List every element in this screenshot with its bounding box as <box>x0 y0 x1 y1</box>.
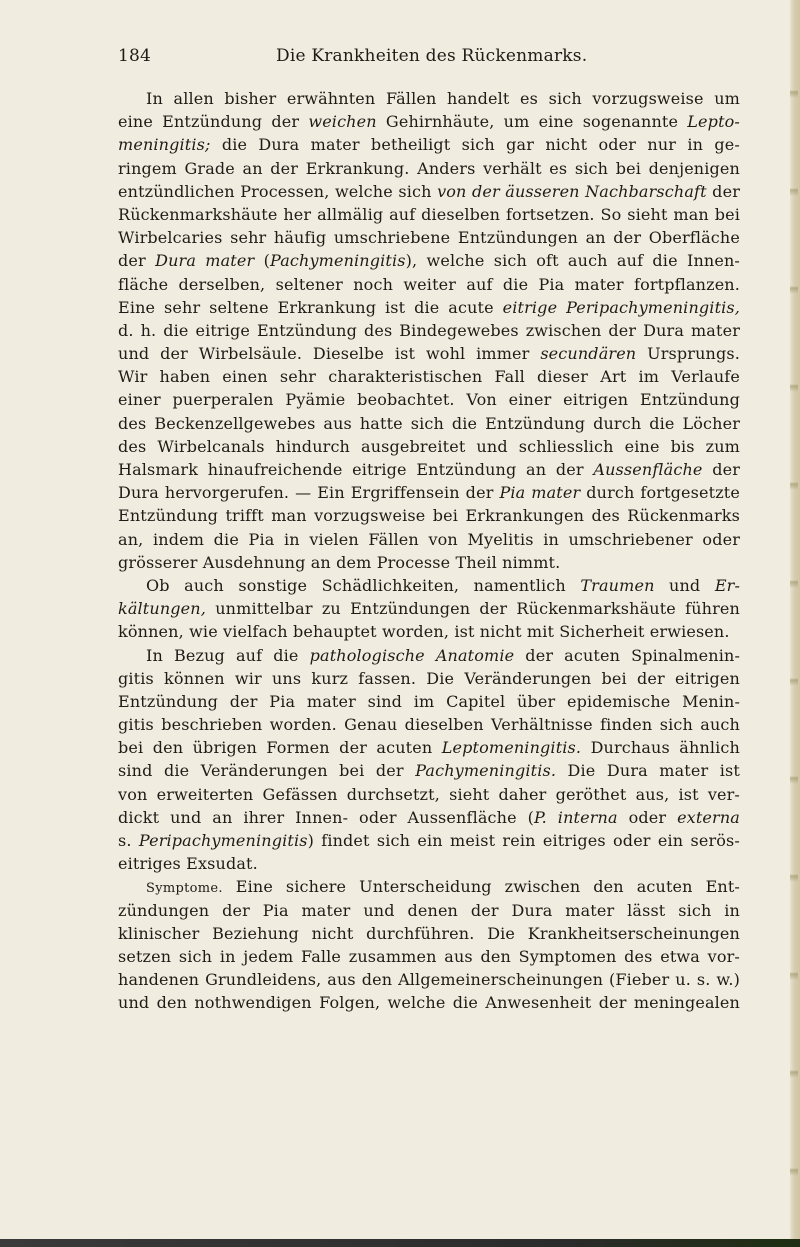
text-line: gitis können wir uns kurz fassen. Die Veränderungen bei der eitrigen <box>118 668 740 688</box>
page-header <box>118 41 738 71</box>
text-line: d. h. die eitrige Entzündung des Bindegewebes zwischen der Dura mater <box>118 320 740 340</box>
text-line: Entzündung der Pia mater sind im Capitel über epidemische Menin- <box>118 691 740 711</box>
text-line: Symptome. Eine sichere Unterscheidung zwischen den acuten Ent- <box>146 877 740 897</box>
running-title: Die Krankheiten des Rückenmarks. <box>276 46 588 66</box>
text-line: handenen Grundleidens, aus den Allgemeinerscheinungen (Fieber u. s. w.) <box>118 970 740 990</box>
text-line: In Bezug auf die pathologische Anatomie der acuten Spinalmenin- <box>146 645 740 665</box>
text-line: können, wie vielfach behauptet worden, ist nicht mit Sicherheit erwiesen. <box>118 622 730 642</box>
text-line: Wirbelcaries sehr häufig umschriebene Entzündungen an der Oberfläche <box>118 228 740 248</box>
page-number: 184 <box>118 46 152 66</box>
text-line: Rückenmarkshäute her allmälig auf dieselben fortsetzen. So sieht man bei <box>118 204 740 224</box>
text-line: des Wirbelcanals hindurch ausgebreitet und schliesslich eine bis zum <box>118 436 740 456</box>
text-line: Halsmark hinaufreichende eitrige Entzündung an der Aussenfläche der <box>118 460 741 479</box>
text-line: fläche derselben, seltener noch weiter auf die Pia mater fortpflanzen. <box>118 274 740 294</box>
text-line: und der Wirbelsäule. Dieselbe ist wohl immer secundären Ursprungs. <box>118 344 740 364</box>
text-line: dickt und an ihrer Innen- oder Aussenfläche (P. interna oder externa <box>118 807 740 827</box>
text-line: entzündlichen Processen, welche sich von der äusseren Nachbarschaft der <box>118 181 740 201</box>
text-line: gitis beschrieben worden. Genau dieselben Verhältnisse finden sich auch <box>118 715 740 735</box>
scan-bottom-edge <box>0 1239 800 1247</box>
text-line: ringem Grade an der Erkrankung. Anders verhält es sich bei denjenigen <box>118 158 740 178</box>
text-line: s. Peripachymeningitis) findet sich ein meist rein eitriges oder ein serös- <box>118 831 740 850</box>
text-line: an, indem die Pia in vielen Fällen von Myelitis in umschriebener oder <box>118 529 740 549</box>
text-line: zündungen der Pia mater und denen der Dura mater lässt sich in <box>118 900 740 920</box>
body-text <box>118 87 740 1015</box>
text-line: klinischer Beziehung nicht durchführen. Die Krankheitserscheinungen <box>118 923 740 943</box>
text-line: sind die Veränderungen bei der Pachymeningitis. Die Dura mater ist <box>118 761 740 781</box>
text-line: eine Entzündung der weichen Gehirnhäute, um eine sogenannte Lepto- <box>118 112 740 132</box>
text-line: der Dura mater (Pachymeningitis), welche sich oft auch auf die Innen- <box>118 251 740 271</box>
text-line: meningitis; die Dura mater betheiligt sich gar nicht oder nur in ge- <box>118 135 740 155</box>
text-line: Wir haben einen sehr charakteristischen Fall dieser Art im Verlaufe <box>118 367 740 387</box>
text-line: kältungen, unmittelbar zu Entzündungen der Rückenmarkshäute führen <box>118 599 740 619</box>
text-line: In allen bisher erwähnten Fällen handelt es sich vorzugsweise um <box>146 89 740 108</box>
text-line: Dura hervorgerufen. — Ein Ergriffensein der Pia mater durch fortgesetzte <box>118 483 740 503</box>
text-line: eitriges Exsudat. <box>118 854 258 874</box>
page-edge-texture <box>790 0 798 1247</box>
text-line: grösserer Ausdehnung an dem Processe Theil nimmt. <box>118 552 561 572</box>
text-line: einer puerperalen Pyämie beobachtet. Von einer eitrigen Entzündung <box>118 390 740 410</box>
text-line: setzen sich in jedem Falle zusammen aus den Symptomen des etwa vor- <box>118 946 740 966</box>
text-line: des Beckenzellgewebes aus hatte sich die Entzündung durch die Löcher <box>118 413 740 433</box>
text-line: Entzündung trifft man vorzugsweise bei Erkrankungen des Rückenmarks <box>118 506 740 526</box>
text-line: von erweiterten Gefässen durchsetzt, sieht daher geröthet aus, ist ver- <box>118 784 740 804</box>
section-heading: Symptome. <box>146 881 223 897</box>
text-line: Eine sehr seltene Erkrankung ist die acute eitrige Peripachymeningitis, <box>118 297 741 317</box>
text-line: und den nothwendigen Folgen, welche die Anwesenheit der meningealen <box>118 993 740 1013</box>
text-line: Ob auch sonstige Schädlichkeiten, namentlich Traumen und Er- <box>146 575 741 595</box>
text-line: bei den übrigen Formen der acuten Leptomeningitis. Durchaus ähnlich <box>118 738 740 758</box>
